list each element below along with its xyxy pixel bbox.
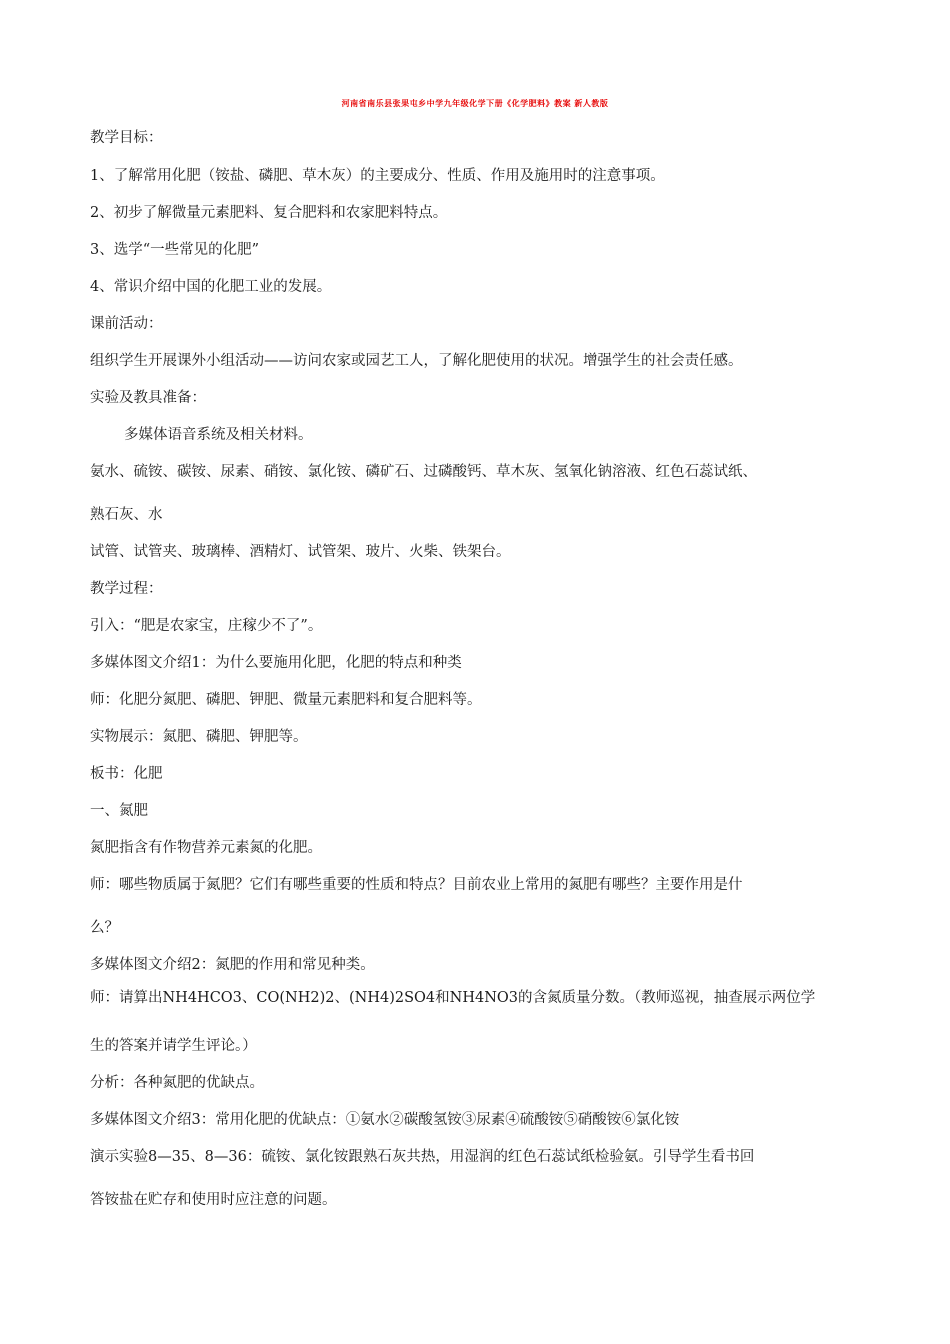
text-line: 演示实验8—35、8—36：硫铵、氯化铵跟熟石灰共热，用湿润的红色石蕊试纸检验氨。引导学生看书回 bbox=[90, 1149, 755, 1165]
text-line: 一、氮肥 bbox=[90, 803, 148, 819]
text-line: 熟石灰、水 bbox=[90, 507, 163, 523]
text-line: 实验及教具准备： bbox=[90, 390, 206, 406]
text-line: 试管、试管夹、玻璃棒、酒精灯、试管架、玻片、火柴、铁架台。 bbox=[90, 544, 511, 560]
text-line: 4、常识介绍中国的化肥工业的发展。 bbox=[90, 279, 332, 295]
text-line: 分析：各种氮肥的优缺点。 bbox=[90, 1075, 264, 1091]
text-line: 师：哪些物质属于氮肥？它们有哪些重要的性质和特点？目前农业上常用的氮肥有哪些？主要作用是什 bbox=[90, 877, 743, 893]
text-line: 多媒体图文介绍2：氮肥的作用和常见种类。 bbox=[90, 957, 375, 973]
text-line: 引入：“肥是农家宝，庄稼少不了”。 bbox=[90, 618, 323, 634]
text-line: 教学过程： bbox=[90, 581, 163, 597]
text-line: 生的答案并请学生评论。） bbox=[90, 1038, 257, 1054]
text-line: 师：化肥分氮肥、磷肥、钾肥、微量元素肥料和复合肥料等。 bbox=[90, 692, 482, 708]
text-line: 答铵盐在贮存和使用时应注意的问题。 bbox=[90, 1192, 337, 1208]
text-line: 2、初步了解微量元素肥料、复合肥料和农家肥料特点。 bbox=[90, 205, 448, 221]
text-line: 多媒体语音系统及相关材料。 bbox=[124, 427, 313, 443]
document-title: 河南省南乐县张果屯乡中学九年级化学下册《化学肥料》教案 新人教版 bbox=[341, 99, 609, 108]
text-line: 多媒体图文介绍1：为什么要施用化肥，化肥的特点和种类 bbox=[90, 655, 462, 671]
text-line: 板书：化肥 bbox=[90, 766, 163, 782]
text-line: 氨水、硫铵、碳铵、尿素、硝铵、氯化铵、磷矿石、过磷酸钙、草木灰、氢氧化钠溶液、红色石蕊试纸、 bbox=[90, 464, 757, 480]
text-line: 课前活动： bbox=[90, 316, 163, 332]
text-line: 教学目标： bbox=[90, 130, 163, 146]
text-line: 实物展示：氮肥、磷肥、钾肥等。 bbox=[90, 729, 308, 745]
text-line: 师：请算出NH4HCO3、CO(NH2)2、(NH4)2SO4和NH4NO3的含氮质量分数。（教师巡视，抽查展示两位学 bbox=[90, 990, 816, 1006]
text-line: 1、了解常用化肥（铵盐、磷肥、草木灰）的主要成分、性质、作用及施用时的注意事项。 bbox=[90, 168, 665, 184]
text-line: 么？ bbox=[90, 920, 119, 936]
text-line: 氮肥指含有作物营养元素氮的化肥。 bbox=[90, 840, 322, 856]
text-line: 组织学生开展课外小组活动——访问农家或园艺工人，了解化肥使用的状况。增强学生的社会责任感。 bbox=[90, 353, 743, 369]
text-line: 多媒体图文介绍3：常用化肥的优缺点：①氨水②碳酸氢铵③尿素④硫酸铵⑤硝酸铵⑥氯化铵 bbox=[90, 1112, 680, 1128]
text-line: 3、选学“一些常见的化肥” bbox=[90, 242, 260, 258]
